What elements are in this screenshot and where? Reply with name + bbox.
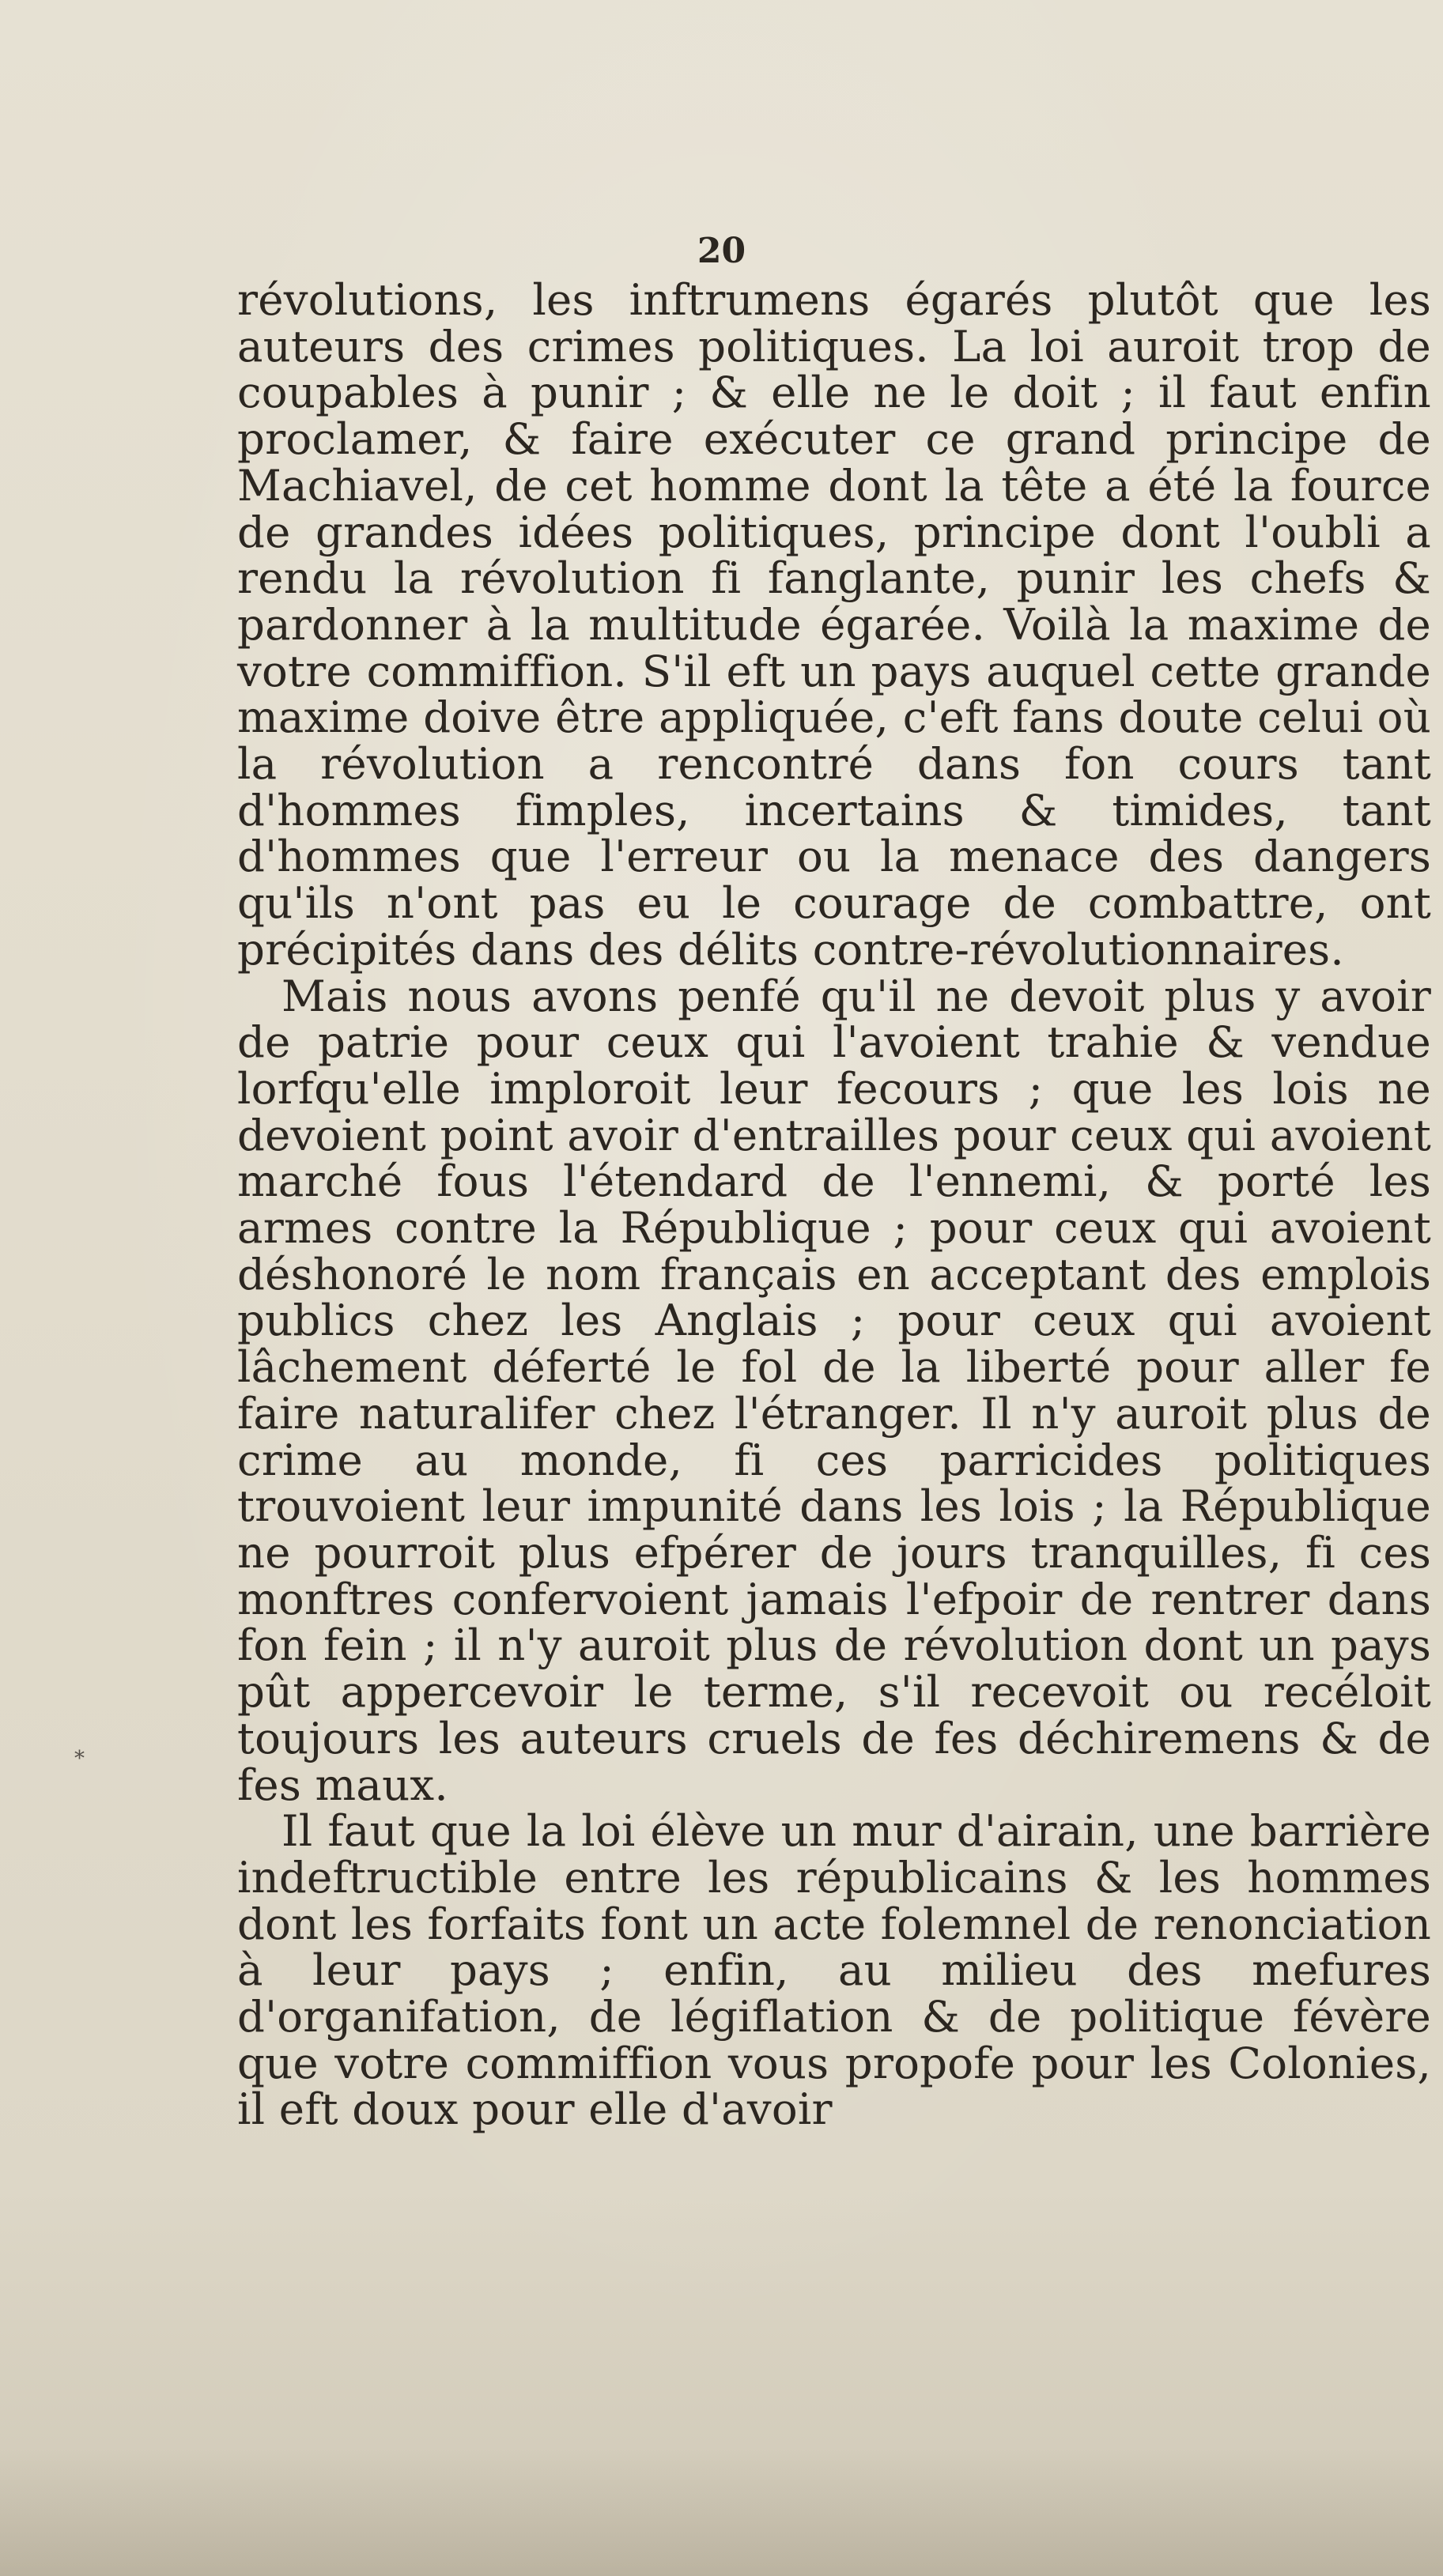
paragraph-1: révolutions, les inftrumens égarés plutôt que les auteurs des crimes politiques. La loi auroit trop de coupables à punir ; & elle ne le doit ; il faut enfin proclamer, & faire exécuter ce grand principe de Machiavel, de cet homme dont la tête a été la fource de grandes idées politiques, principe dont l'oubli a rendu la révolution fi fanglante, punir les chefs & pardonner à la multitude égarée. Voilà la maxime de votre commiffion. S'il eft un pays auquel cette grande maxime doive être appliquée, c'eft fans doute celui où la révolution a rencontré dans fon cours tant d'hommes fimples, incertains & timides, tant d'hommes que l'erreur ou la menace des dangers qu'ils n'ont pas eu le courage de combattre, ont précipités dans des délits contre-révolutionnaires. xyxy=(237,274,1431,975)
page-number: 20 xyxy=(697,231,746,271)
body-text xyxy=(237,274,1431,2135)
paragraph-2: Mais nous avons penfé qu'il ne devoit plus y avoir de patrie pour ceux qui l'avoient trahie & vendue lorfqu'elle imploroit leur fecours ; que les lois ne devoient point avoir d'entrailles pour ceux qui avoient marché fous l'étendard de l'ennemi, & porté les armes contre la République ; pour ceux qui avoient déshonoré le nom français en acceptant des emplois publics chez les Anglais ; pour ceux qui avoient lâchement déferté le fol de la liberté pour aller fe faire naturalifer chez l'étranger. Il n'y auroit plus de crime au monde, fi ces parricides politiques trouvoient leur impunité dans les lois ; la République ne pourroit plus efpérer de jours tranquilles, fi ces monftres confervoient jamais l'efpoir de rentrer dans fon fein ; il n'y auroit plus de révolution dont un pays pût appercevoir le terme, s'il recevoit ou recéloit toujours les auteurs cruels de fes déchiremens & de fes maux. xyxy=(237,970,1431,1810)
paragraph-3: Il faut que la loi élève un mur d'airain, une barrière indeftructible entre les républicains & les hommes dont les forfaits font un acte folemnel de renonciation à leur pays ; enfin, au milieu des mefures d'organifation, de légiflation & de politique févère que votre commiffion vous propofe pour les Colonies, il eft doux pour elle d'avoir xyxy=(237,1805,1431,2135)
margin-mark: * xyxy=(74,1747,85,1771)
page-bottom-shadow xyxy=(0,2450,1443,2576)
